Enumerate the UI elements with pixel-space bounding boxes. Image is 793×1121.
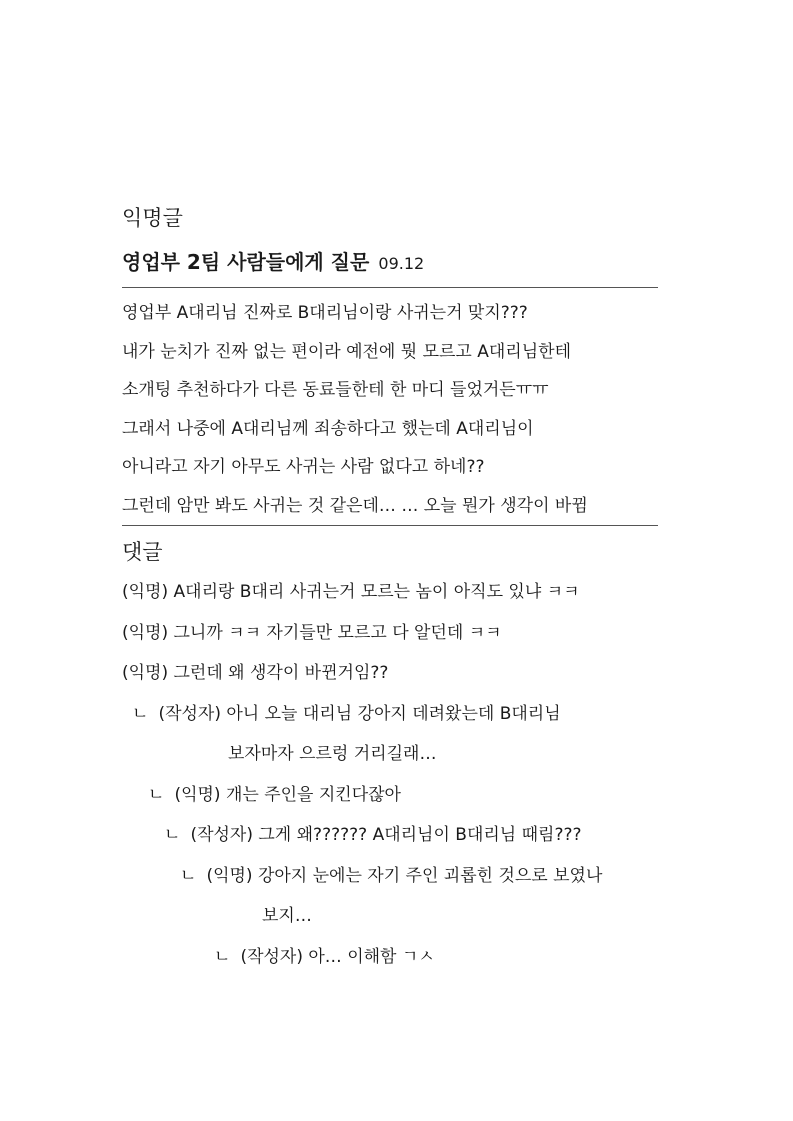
divider-top — [122, 287, 658, 288]
reply-mark: ㄴ — [148, 784, 165, 805]
comment-text: (익명) 강아지 눈에는 자기 주인 괴롭힌 것으로 보였나 — [206, 865, 603, 886]
comment-text: 보지… — [262, 906, 312, 926]
post-header — [122, 242, 658, 282]
reply — [122, 937, 658, 978]
reply-mark: ㄴ — [180, 865, 197, 886]
document — [122, 198, 658, 977]
post-line: 그래서 나중에 A대리님께 죄송하다고 했는데 A대리님이 — [122, 418, 534, 439]
comment-text: (작성자) 그게 왜?????? A대리님이 B대리님 때림??? — [190, 825, 582, 845]
comment-text: (작성자) 아… 이해함 ㄱㅅ — [240, 946, 435, 967]
reply-mark: ㄴ — [214, 946, 231, 967]
reply — [122, 694, 658, 735]
comment — [122, 613, 658, 654]
reply-continuation — [122, 896, 658, 937]
post-line: 아니라고 자기 아무도 사귀는 사람 없다고 하네?? — [122, 457, 485, 477]
reply-continuation — [122, 734, 658, 775]
reply-mark: ㄴ — [132, 703, 149, 724]
comment — [122, 572, 658, 613]
post-title: 영업부 2팀 사람들에게 질문 — [122, 250, 370, 274]
comment-text: (작성자) 아니 오늘 대리님 강아지 데려왔는데 B대리님 — [158, 703, 561, 724]
post-date: 09.12 — [378, 254, 425, 273]
comments-label: 댓글 — [122, 540, 163, 564]
post-line: 내가 눈치가 진짜 없는 편이라 예전에 뭣 모르고 A대리님한테 — [122, 341, 571, 362]
comment-text: (익명) 개는 주인을 지킨다잖아 — [174, 784, 401, 805]
divider-bottom — [122, 525, 658, 526]
board-label: 익명글 — [122, 206, 183, 230]
post-body — [122, 294, 658, 525]
comment-list — [122, 572, 658, 977]
reply — [122, 775, 658, 816]
comment — [122, 653, 658, 694]
comment-text: (익명) 그니까 ㅋㅋ 자기들만 모르고 다 알던데 ㅋㅋ — [122, 622, 502, 643]
post-line: 영업부 A대리님 진짜로 B대리님이랑 사귀는거 맞지??? — [122, 303, 528, 323]
post-line: 그런데 암만 봐도 사귀는 것 같은데… … 오늘 뭔가 생각이 바뀜 — [122, 495, 588, 516]
post-line: 소개팅 추천하다가 다른 동료들한테 한 마디 들었거든ㅠㅠ — [122, 380, 549, 400]
reply-mark: ㄴ — [164, 825, 181, 845]
comment-text: (익명) A대리랑 B대리 사귀는거 모르는 놈이 아직도 있냐 ㅋㅋ — [122, 582, 580, 602]
comment-text: (익명) 그런데 왜 생각이 바뀐거임?? — [122, 663, 389, 683]
reply — [122, 856, 658, 897]
comment-text: 보자마자 으르렁 거리길래… — [228, 744, 437, 764]
reply — [122, 815, 658, 856]
